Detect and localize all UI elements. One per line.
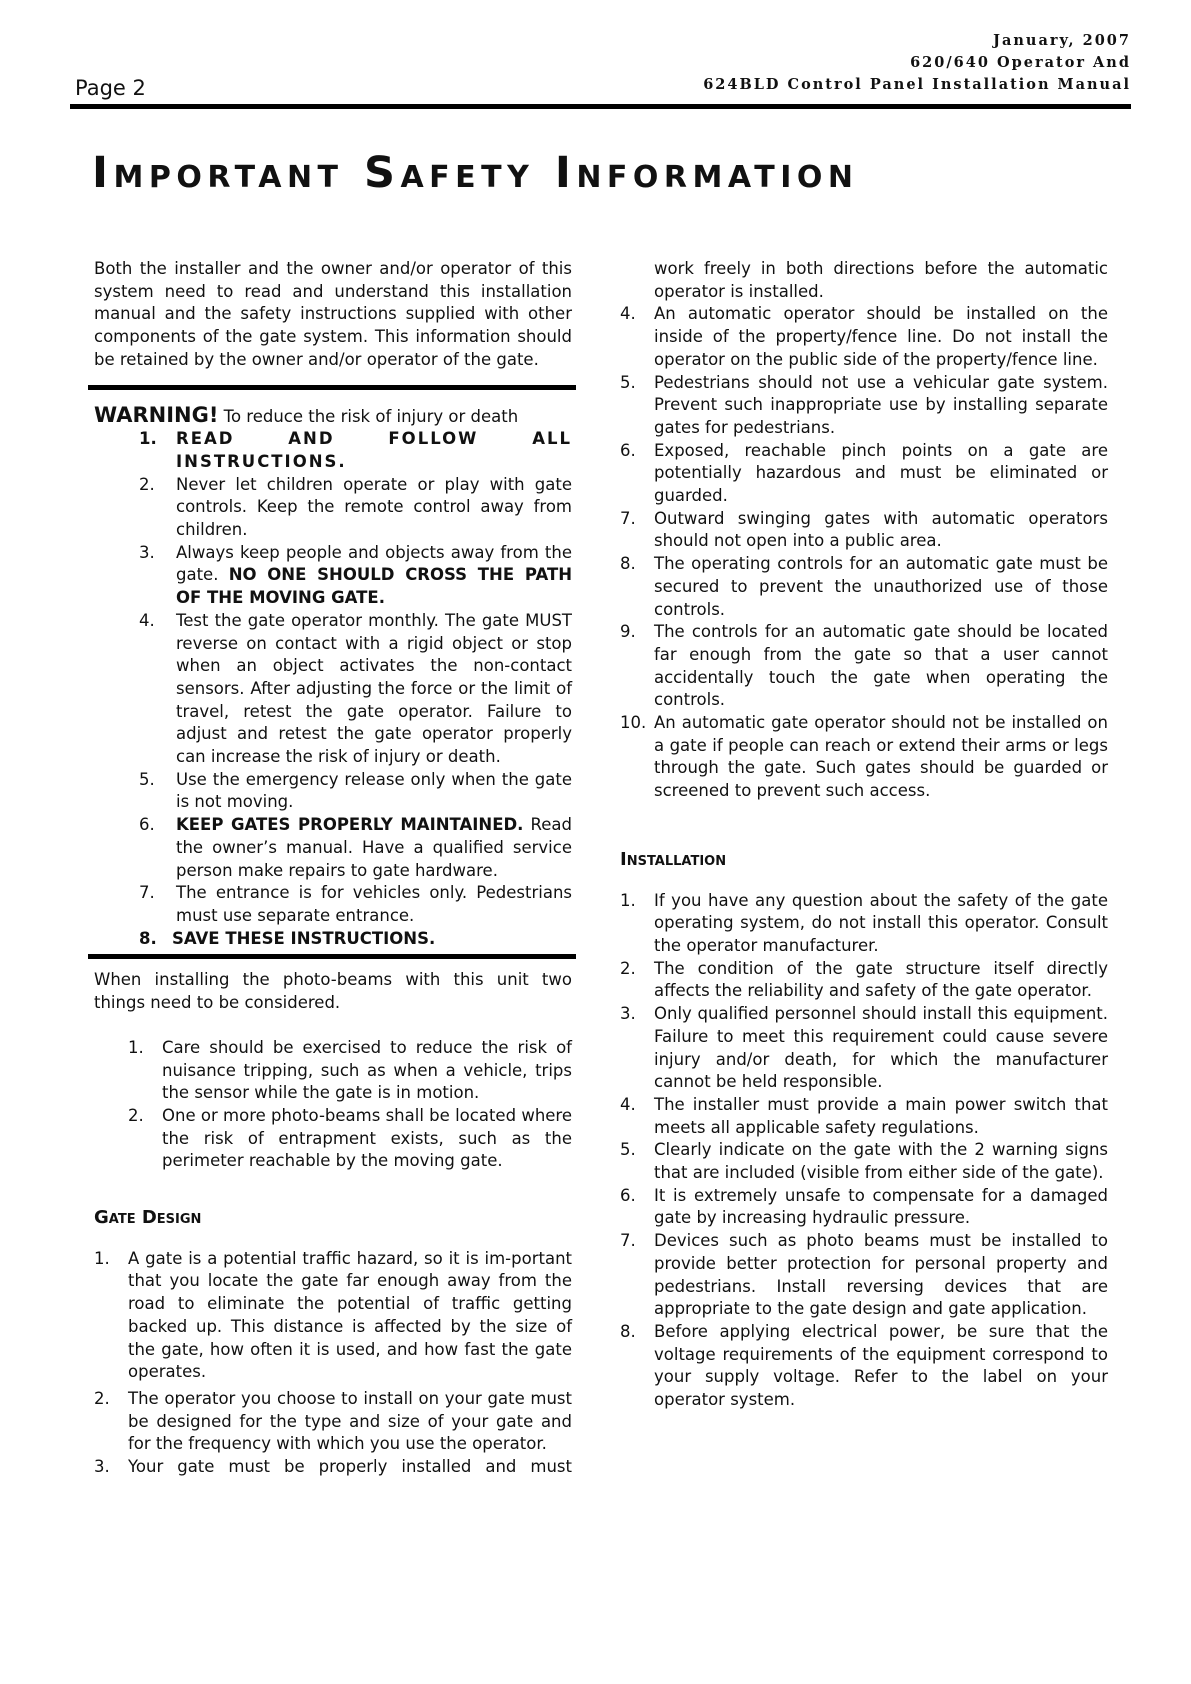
warning-list bbox=[139, 428, 572, 950]
list-item bbox=[128, 1105, 572, 1173]
item-number: 8. bbox=[620, 1321, 636, 1341]
item-number: 6. bbox=[620, 440, 636, 460]
item-text: Clearly indicate on the gate with the 2 warning signs that are included (visible from either side of the gate). bbox=[654, 1140, 1108, 1183]
left-column bbox=[94, 258, 572, 1479]
list-item bbox=[139, 428, 572, 473]
item-text: Only qualified personnel should install this equipment. Failure to meet this requirement could cause severe injury and/or death, for which the manufacturer cannot be held responsible. bbox=[654, 1004, 1108, 1092]
list-item bbox=[620, 303, 1108, 371]
list-item bbox=[620, 553, 1108, 621]
item-text: KEEP GATES PROPERLY MAINTAINED. Read the owner’s manual. Have a qualified service person make repairs to gate hardware. bbox=[176, 815, 572, 880]
item-text: Your gate must be properly installed and must bbox=[128, 1457, 572, 1477]
list-item bbox=[620, 258, 1108, 303]
list-item bbox=[94, 1388, 572, 1456]
list-item bbox=[620, 712, 1108, 803]
item-number: 6. bbox=[139, 815, 155, 835]
list-item bbox=[128, 1037, 572, 1105]
list-item bbox=[620, 890, 1108, 958]
gate-design-list-continued bbox=[620, 258, 1108, 803]
item-number: 1. bbox=[620, 890, 636, 910]
header-product: 620/640 Operator And bbox=[910, 54, 1131, 71]
document-header bbox=[703, 30, 1131, 96]
item-number: 2. bbox=[620, 958, 636, 978]
item-text: Always keep people and objects away from the gate. NO ONE SHOULD CROSS THE PATH OF THE MOVING GATE. bbox=[176, 542, 573, 608]
item-number: 9. bbox=[620, 622, 636, 642]
page-title: Important Safety Information bbox=[92, 148, 859, 198]
item-number: 5. bbox=[139, 769, 155, 789]
item-text: A gate is a potential traffic hazard, so it is im-portant that you locate the gate far enough away from the road to eliminate the potential of traffic getting backed up. This distance is affected by the size of the gate, how often it is used, and how fast the gate operates. bbox=[128, 1248, 572, 1382]
list-item bbox=[620, 1139, 1108, 1184]
item-text: Use the emergency release only when the gate is not moving. bbox=[176, 769, 572, 812]
photo-beams-intro: When installing the photo-beams with this unit two things need to be considered. bbox=[94, 970, 572, 1013]
item-text: It is extremely unsafe to compensate for a damaged gate by increasing hydraulic pressure. bbox=[654, 1185, 1108, 1228]
item-number: 7. bbox=[620, 508, 636, 528]
list-item bbox=[139, 542, 572, 610]
item-text: The condition of the gate structure itself directly affects the reliability and safety of the gate operator. bbox=[654, 958, 1108, 1001]
item-number: 5. bbox=[620, 372, 636, 392]
item-text: Outward swinging gates with automatic operators should not open into a public area. bbox=[654, 508, 1108, 551]
list-item bbox=[139, 610, 572, 769]
list-item bbox=[620, 958, 1108, 1003]
warning-line bbox=[94, 404, 572, 429]
list-item bbox=[620, 1185, 1108, 1230]
item-text: One or more photo-beams shall be located where the risk of entrapment exists, such as the perimeter reachable by the moving gate. bbox=[162, 1105, 572, 1171]
list-item bbox=[139, 928, 572, 951]
photo-beams-list bbox=[128, 1037, 572, 1173]
warning-text: To reduce the risk of injury or death bbox=[223, 406, 519, 426]
item-number: 6. bbox=[620, 1185, 636, 1205]
list-item bbox=[620, 1230, 1108, 1321]
item-text-continued: INSTRUCTIONS. bbox=[176, 451, 347, 471]
item-bold-text: NO ONE SHOULD CROSS THE PATH OF THE MOVING GATE. bbox=[176, 565, 573, 608]
item-text: The installer must provide a main power switch that meets all applicable safety regulations. bbox=[654, 1094, 1108, 1137]
item-number: 8. bbox=[139, 928, 157, 948]
item-text: If you have any question about the safety of the gate operating system, do not install this operator. Consult the operator manufacturer. bbox=[654, 890, 1108, 955]
installation-list bbox=[620, 890, 1108, 1412]
item-text: The controls for an automatic gate should be located far enough from the gate so that a user cannot accidentally touch the gate when operating the controls. bbox=[654, 622, 1108, 710]
header-manual-title: 624BLD Control Panel Installation Manual bbox=[703, 76, 1131, 93]
gate-design-heading: Gate Design bbox=[94, 1207, 202, 1229]
item-number: 3. bbox=[94, 1457, 110, 1477]
warning-bottom-divider bbox=[88, 954, 576, 959]
right-column bbox=[620, 258, 1108, 1412]
item-text: SAVE THESE INSTRUCTIONS. bbox=[172, 928, 436, 948]
list-item bbox=[139, 769, 572, 814]
item-text-continued: work freely in both directions before the automatic operator is installed. bbox=[654, 259, 1108, 301]
item-text: The operating controls for an automatic gate must be secured to prevent the unauthorized use of those controls. bbox=[654, 554, 1108, 619]
item-text: Test the gate operator monthly. The gate MUST reverse on contact with a rigid object or stop when an object activates the non-contact sensors. After adjusting the force or the limit of travel, retest the gate operator. Failure to adjust and retest the gate operator properly can increase the risk of injury or death. bbox=[176, 610, 572, 767]
item-number: 4. bbox=[139, 610, 155, 630]
list-item bbox=[94, 1248, 572, 1384]
header-divider bbox=[70, 104, 1131, 109]
list-item bbox=[620, 1003, 1108, 1094]
list-item bbox=[620, 1094, 1108, 1139]
list-item bbox=[139, 882, 572, 927]
warning-top-divider bbox=[88, 385, 576, 390]
item-number: 4. bbox=[620, 304, 636, 324]
item-number: 10. bbox=[620, 713, 647, 733]
list-item bbox=[620, 440, 1108, 508]
item-number: 2. bbox=[128, 1105, 144, 1125]
item-bold-text: KEEP GATES PROPERLY MAINTAINED. bbox=[176, 815, 524, 835]
item-text: Before applying electrical power, be sure that the voltage requirements of the equipment correspond to your supply voltage. Refer to the label on your operator system. bbox=[654, 1321, 1108, 1410]
item-text: The operator you choose to install on your gate must be designed for the type and size of your gate and for the frequency with which you use the operator. bbox=[128, 1388, 572, 1454]
item-text: Care should be exercised to reduce the risk of nuisance tripping, such as when a vehicle, trips the sensor while the gate is in motion. bbox=[162, 1037, 572, 1103]
item-number: 5. bbox=[620, 1140, 636, 1160]
item-number: 7. bbox=[139, 883, 155, 903]
item-number: 4. bbox=[620, 1094, 636, 1114]
item-number: 8. bbox=[620, 554, 636, 574]
item-number: 1. bbox=[139, 429, 157, 449]
list-item bbox=[139, 814, 572, 882]
list-item bbox=[620, 372, 1108, 440]
gate-design-list bbox=[94, 1248, 572, 1479]
item-text: Never let children operate or play with gate controls. Keep the remote control away from children. bbox=[176, 474, 572, 540]
item-number: 2. bbox=[94, 1388, 110, 1408]
item-number: 2. bbox=[139, 474, 155, 494]
item-number: 1. bbox=[128, 1037, 144, 1057]
item-text: The entrance is for vehicles only. Pedestrians must use separate entrance. bbox=[176, 883, 572, 925]
warning-label: WARNING! bbox=[94, 402, 219, 427]
item-text: An automatic gate operator should not be installed on a gate if people can reach or extend their arms or legs through the gate. Such gates should be guarded or screened to prevent such access. bbox=[654, 713, 1108, 801]
list-item bbox=[620, 621, 1108, 712]
item-number: 1. bbox=[94, 1248, 110, 1268]
page-number: Page 2 bbox=[75, 76, 146, 100]
item-text: Pedestrians should not use a vehicular gate system. Prevent such inappropriate use by installing separate gates for pedestrians. bbox=[654, 372, 1108, 437]
item-number: 3. bbox=[139, 542, 155, 562]
intro-paragraph: Both the installer and the owner and/or operator of this system need to read and understand this installation manual and the safety instructions supplied with other components of the gate system. This information should be retained by the owner and/or operator of the gate. bbox=[94, 259, 572, 369]
item-number: 7. bbox=[620, 1231, 636, 1251]
list-item bbox=[94, 1456, 572, 1479]
item-text: Devices such as photo beams must be installed to provide better protection for personal property and pedestrians. Install reversing devices that are appropriate to the gate design and gate application. bbox=[654, 1231, 1108, 1319]
item-text: READ AND FOLLOW ALL bbox=[176, 429, 572, 449]
list-item bbox=[139, 474, 572, 542]
item-number: 3. bbox=[620, 1004, 636, 1024]
item-text: An automatic operator should be installed on the inside of the property/fence line. Do not install the operator on the public side of the property/fence line. bbox=[654, 304, 1108, 369]
item-text: Exposed, reachable pinch points on a gate are potentially hazardous and must be eliminated or guarded. bbox=[654, 440, 1108, 506]
list-item bbox=[620, 508, 1108, 553]
header-date: January, 2007 bbox=[993, 32, 1131, 49]
installation-heading: Installation bbox=[620, 848, 727, 870]
list-item bbox=[620, 1321, 1108, 1412]
